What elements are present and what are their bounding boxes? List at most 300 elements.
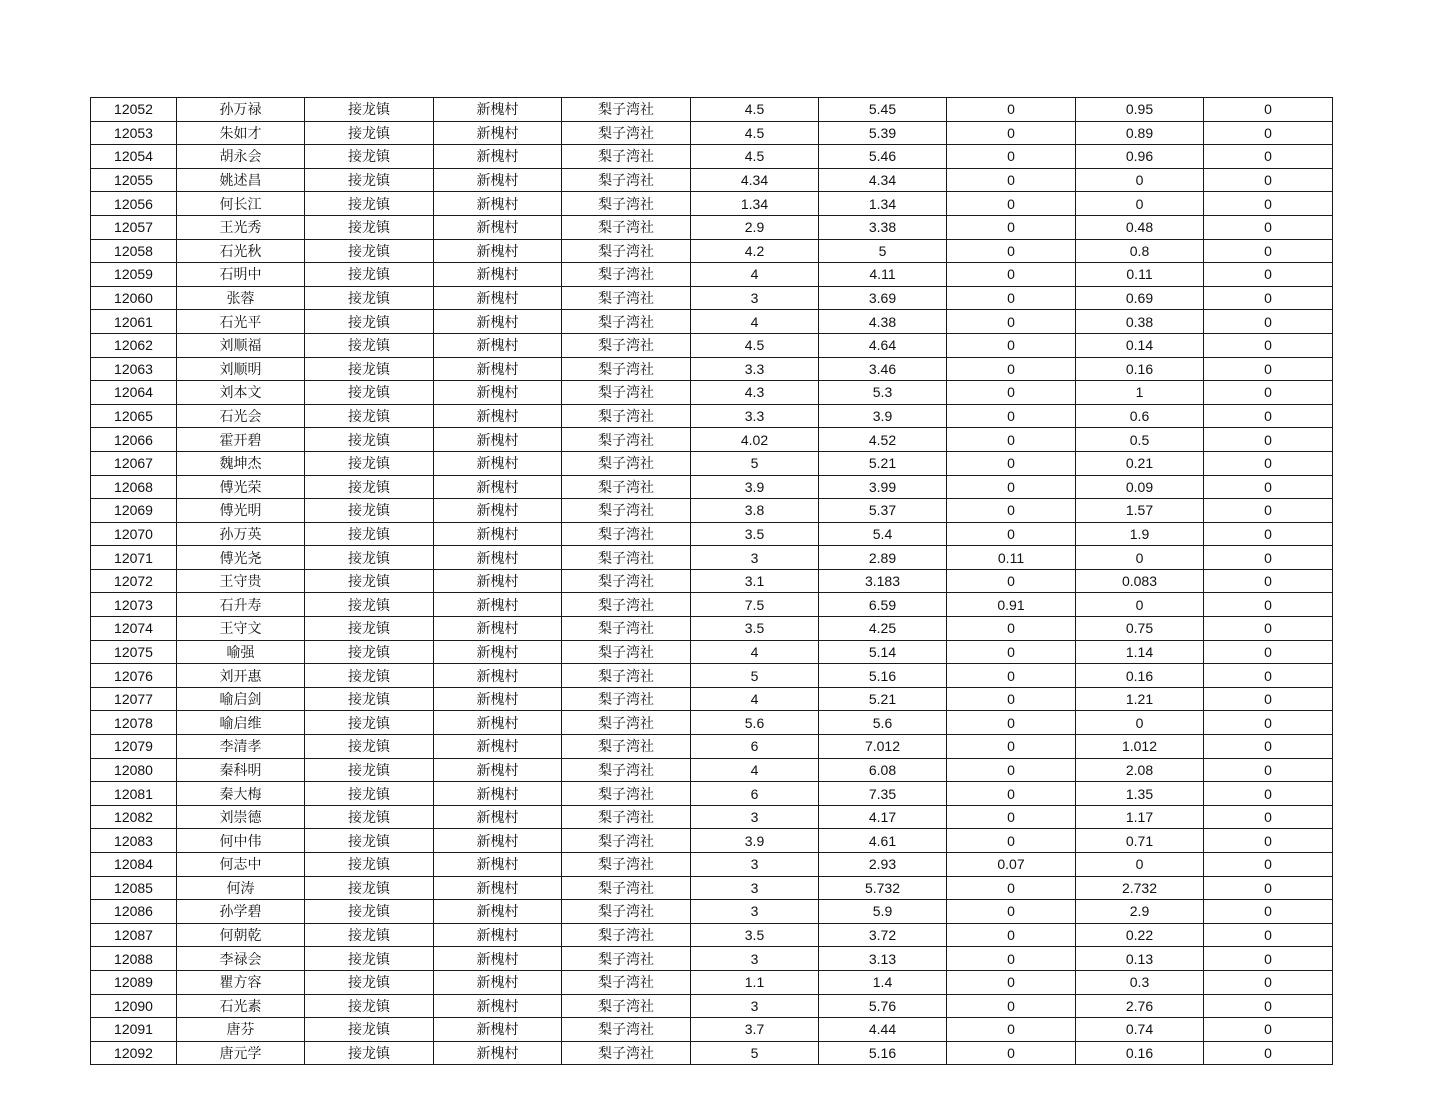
value-a-cell: 3.5 [691,923,819,947]
value-a-cell: 3 [691,876,819,900]
table-row [91,310,1333,334]
table-row [91,947,1333,971]
table-row [91,735,1333,759]
table-row [91,923,1333,947]
value-c-cell: 0 [947,263,1076,287]
value-e-cell: 0 [1204,451,1333,475]
name-cell: 霍开碧 [177,428,305,452]
value-b-cell: 4.52 [819,428,947,452]
value-b-cell: 2.93 [819,853,947,877]
value-d-cell: 0 [1076,192,1204,216]
village-cell: 新槐村 [434,357,562,381]
table-row [91,239,1333,263]
value-b-cell: 3.38 [819,215,947,239]
town-cell: 接龙镇 [305,735,434,759]
value-e-cell: 0 [1204,994,1333,1018]
value-e-cell: 0 [1204,310,1333,334]
group-cell: 梨子湾社 [562,215,691,239]
value-d-cell: 1.9 [1076,522,1204,546]
value-e-cell: 0 [1204,1041,1333,1065]
value-c-cell: 0 [947,192,1076,216]
value-b-cell: 7.35 [819,782,947,806]
value-a-cell: 4 [691,640,819,664]
value-a-cell: 4.5 [691,333,819,357]
town-cell: 接龙镇 [305,923,434,947]
village-cell: 新槐村 [434,310,562,334]
value-e-cell: 0 [1204,263,1333,287]
table-row [91,900,1333,924]
table-row [91,404,1333,428]
row-id-cell: 12072 [91,569,177,593]
value-b-cell: 5.16 [819,664,947,688]
town-cell: 接龙镇 [305,1041,434,1065]
group-cell: 梨子湾社 [562,923,691,947]
group-cell: 梨子湾社 [562,381,691,405]
town-cell: 接龙镇 [305,333,434,357]
row-id-cell: 12068 [91,475,177,499]
group-cell: 梨子湾社 [562,782,691,806]
value-c-cell: 0.11 [947,546,1076,570]
value-d-cell: 0.71 [1076,829,1204,853]
value-e-cell: 0 [1204,286,1333,310]
village-cell: 新槐村 [434,1018,562,1042]
name-cell: 唐芬 [177,1018,305,1042]
table-row [91,546,1333,570]
value-d-cell: 2.732 [1076,876,1204,900]
data-table [90,97,1333,1065]
value-b-cell: 7.012 [819,735,947,759]
value-d-cell: 0.083 [1076,569,1204,593]
town-cell: 接龙镇 [305,687,434,711]
value-c-cell: 0 [947,640,1076,664]
table-row [91,970,1333,994]
value-a-cell: 2.9 [691,215,819,239]
row-id-cell: 12063 [91,357,177,381]
value-d-cell: 0.5 [1076,428,1204,452]
row-id-cell: 12061 [91,310,177,334]
name-cell: 姚述昌 [177,168,305,192]
village-cell: 新槐村 [434,121,562,145]
group-cell: 梨子湾社 [562,333,691,357]
town-cell: 接龙镇 [305,475,434,499]
value-b-cell: 3.9 [819,404,947,428]
value-d-cell: 0.13 [1076,947,1204,971]
value-d-cell: 1.17 [1076,805,1204,829]
value-a-cell: 3 [691,546,819,570]
name-cell: 孙万英 [177,522,305,546]
village-cell: 新槐村 [434,829,562,853]
value-e-cell: 0 [1204,876,1333,900]
value-d-cell: 1.21 [1076,687,1204,711]
value-e-cell: 0 [1204,617,1333,641]
value-b-cell: 5.37 [819,499,947,523]
row-id-cell: 12069 [91,499,177,523]
value-c-cell: 0 [947,475,1076,499]
value-c-cell: 0 [947,711,1076,735]
table-row [91,192,1333,216]
group-cell: 梨子湾社 [562,404,691,428]
value-e-cell: 0 [1204,98,1333,122]
value-a-cell: 3.9 [691,829,819,853]
village-cell: 新槐村 [434,617,562,641]
row-id-cell: 12070 [91,522,177,546]
row-id-cell: 12052 [91,98,177,122]
value-d-cell: 2.08 [1076,758,1204,782]
value-a-cell: 3.5 [691,617,819,641]
value-a-cell: 3 [691,286,819,310]
row-id-cell: 12058 [91,239,177,263]
name-cell: 何志中 [177,853,305,877]
table-row [91,98,1333,122]
group-cell: 梨子湾社 [562,640,691,664]
name-cell: 秦大梅 [177,782,305,806]
town-cell: 接龙镇 [305,640,434,664]
table-row [91,829,1333,853]
village-cell: 新槐村 [434,1041,562,1065]
name-cell: 张蓉 [177,286,305,310]
town-cell: 接龙镇 [305,593,434,617]
table-row [91,782,1333,806]
value-b-cell: 5 [819,239,947,263]
village-cell: 新槐村 [434,640,562,664]
value-b-cell: 2.89 [819,546,947,570]
value-b-cell: 4.44 [819,1018,947,1042]
name-cell: 傅光明 [177,499,305,523]
village-cell: 新槐村 [434,758,562,782]
village-cell: 新槐村 [434,404,562,428]
village-cell: 新槐村 [434,876,562,900]
value-c-cell: 0 [947,121,1076,145]
value-d-cell: 0.96 [1076,145,1204,169]
name-cell: 石光秋 [177,239,305,263]
row-id-cell: 12083 [91,829,177,853]
village-cell: 新槐村 [434,546,562,570]
name-cell: 刘顺福 [177,333,305,357]
name-cell: 胡永会 [177,145,305,169]
value-e-cell: 0 [1204,546,1333,570]
town-cell: 接龙镇 [305,782,434,806]
value-d-cell: 0.75 [1076,617,1204,641]
row-id-cell: 12074 [91,617,177,641]
town-cell: 接龙镇 [305,900,434,924]
value-e-cell: 0 [1204,569,1333,593]
name-cell: 魏坤杰 [177,451,305,475]
value-a-cell: 4.5 [691,145,819,169]
name-cell: 何长江 [177,192,305,216]
village-cell: 新槐村 [434,168,562,192]
village-cell: 新槐村 [434,451,562,475]
value-b-cell: 4.11 [819,263,947,287]
value-e-cell: 0 [1204,475,1333,499]
table-row [91,333,1333,357]
village-cell: 新槐村 [434,145,562,169]
table-row [91,569,1333,593]
value-c-cell: 0 [947,900,1076,924]
village-cell: 新槐村 [434,805,562,829]
town-cell: 接龙镇 [305,286,434,310]
village-cell: 新槐村 [434,192,562,216]
row-id-cell: 12091 [91,1018,177,1042]
group-cell: 梨子湾社 [562,829,691,853]
group-cell: 梨子湾社 [562,475,691,499]
value-a-cell: 3.8 [691,499,819,523]
value-a-cell: 1.34 [691,192,819,216]
row-id-cell: 12089 [91,970,177,994]
row-id-cell: 12054 [91,145,177,169]
table-row [91,617,1333,641]
group-cell: 梨子湾社 [562,98,691,122]
value-b-cell: 6.08 [819,758,947,782]
value-c-cell: 0 [947,145,1076,169]
value-b-cell: 5.9 [819,900,947,924]
name-cell: 何朝乾 [177,923,305,947]
table-row [91,357,1333,381]
name-cell: 王守贵 [177,569,305,593]
value-c-cell: 0 [947,758,1076,782]
value-d-cell: 1.57 [1076,499,1204,523]
table-row [91,711,1333,735]
value-a-cell: 3 [691,853,819,877]
value-a-cell: 3 [691,805,819,829]
name-cell: 何涛 [177,876,305,900]
table-row [91,475,1333,499]
value-c-cell: 0 [947,1018,1076,1042]
table-row [91,145,1333,169]
value-b-cell: 5.732 [819,876,947,900]
table-row [91,286,1333,310]
value-b-cell: 3.99 [819,475,947,499]
village-cell: 新槐村 [434,593,562,617]
group-cell: 梨子湾社 [562,711,691,735]
table-row [91,853,1333,877]
value-e-cell: 0 [1204,428,1333,452]
group-cell: 梨子湾社 [562,994,691,1018]
row-id-cell: 12092 [91,1041,177,1065]
village-cell: 新槐村 [434,711,562,735]
value-c-cell: 0 [947,617,1076,641]
name-cell: 喻启剑 [177,687,305,711]
value-b-cell: 3.69 [819,286,947,310]
town-cell: 接龙镇 [305,805,434,829]
value-c-cell: 0 [947,994,1076,1018]
value-d-cell: 2.9 [1076,900,1204,924]
value-b-cell: 4.17 [819,805,947,829]
value-b-cell: 5.21 [819,451,947,475]
value-a-cell: 5 [691,1041,819,1065]
value-b-cell: 5.46 [819,145,947,169]
value-b-cell: 6.59 [819,593,947,617]
name-cell: 喻强 [177,640,305,664]
value-b-cell: 4.64 [819,333,947,357]
value-a-cell: 3 [691,947,819,971]
value-e-cell: 0 [1204,923,1333,947]
group-cell: 梨子湾社 [562,168,691,192]
village-cell: 新槐村 [434,522,562,546]
village-cell: 新槐村 [434,923,562,947]
town-cell: 接龙镇 [305,310,434,334]
group-cell: 梨子湾社 [562,286,691,310]
value-c-cell: 0 [947,215,1076,239]
group-cell: 梨子湾社 [562,451,691,475]
group-cell: 梨子湾社 [562,853,691,877]
town-cell: 接龙镇 [305,994,434,1018]
value-b-cell: 4.25 [819,617,947,641]
value-d-cell: 0.38 [1076,310,1204,334]
value-a-cell: 3.3 [691,357,819,381]
group-cell: 梨子湾社 [562,357,691,381]
group-cell: 梨子湾社 [562,428,691,452]
name-cell: 喻启维 [177,711,305,735]
group-cell: 梨子湾社 [562,239,691,263]
village-cell: 新槐村 [434,428,562,452]
group-cell: 梨子湾社 [562,687,691,711]
town-cell: 接龙镇 [305,829,434,853]
value-d-cell: 0.16 [1076,1041,1204,1065]
value-b-cell: 5.21 [819,687,947,711]
value-a-cell: 3.9 [691,475,819,499]
village-cell: 新槐村 [434,900,562,924]
value-c-cell: 0 [947,829,1076,853]
value-a-cell: 4.02 [691,428,819,452]
value-d-cell: 0 [1076,853,1204,877]
town-cell: 接龙镇 [305,499,434,523]
group-cell: 梨子湾社 [562,569,691,593]
village-cell: 新槐村 [434,947,562,971]
row-id-cell: 12082 [91,805,177,829]
town-cell: 接龙镇 [305,546,434,570]
value-d-cell: 1 [1076,381,1204,405]
value-e-cell: 0 [1204,499,1333,523]
town-cell: 接龙镇 [305,404,434,428]
table-row [91,687,1333,711]
value-a-cell: 4.5 [691,121,819,145]
name-cell: 石明中 [177,263,305,287]
value-e-cell: 0 [1204,239,1333,263]
value-e-cell: 0 [1204,829,1333,853]
value-c-cell: 0 [947,333,1076,357]
village-cell: 新槐村 [434,970,562,994]
value-b-cell: 5.45 [819,98,947,122]
value-a-cell: 4 [691,758,819,782]
value-a-cell: 4 [691,687,819,711]
village-cell: 新槐村 [434,475,562,499]
group-cell: 梨子湾社 [562,805,691,829]
table-row [91,758,1333,782]
row-id-cell: 12062 [91,333,177,357]
value-e-cell: 0 [1204,900,1333,924]
value-b-cell: 3.13 [819,947,947,971]
value-d-cell: 0 [1076,593,1204,617]
row-id-cell: 12088 [91,947,177,971]
value-c-cell: 0.07 [947,853,1076,877]
row-id-cell: 12075 [91,640,177,664]
group-cell: 梨子湾社 [562,947,691,971]
value-d-cell: 0.48 [1076,215,1204,239]
value-b-cell: 3.72 [819,923,947,947]
table-row [91,168,1333,192]
group-cell: 梨子湾社 [562,900,691,924]
value-c-cell: 0 [947,923,1076,947]
group-cell: 梨子湾社 [562,1041,691,1065]
village-cell: 新槐村 [434,853,562,877]
name-cell: 王光秀 [177,215,305,239]
value-e-cell: 0 [1204,687,1333,711]
value-d-cell: 0.6 [1076,404,1204,428]
row-id-cell: 12080 [91,758,177,782]
row-id-cell: 12057 [91,215,177,239]
value-c-cell: 0 [947,428,1076,452]
group-cell: 梨子湾社 [562,121,691,145]
value-d-cell: 0.22 [1076,923,1204,947]
group-cell: 梨子湾社 [562,1018,691,1042]
village-cell: 新槐村 [434,381,562,405]
value-c-cell: 0 [947,310,1076,334]
value-a-cell: 4.5 [691,98,819,122]
value-e-cell: 0 [1204,168,1333,192]
name-cell: 石光会 [177,404,305,428]
value-a-cell: 3.7 [691,1018,819,1042]
table-row [91,1018,1333,1042]
value-c-cell: 0 [947,357,1076,381]
value-e-cell: 0 [1204,805,1333,829]
village-cell: 新槐村 [434,664,562,688]
table-row [91,994,1333,1018]
row-id-cell: 12087 [91,923,177,947]
name-cell: 李清孝 [177,735,305,759]
value-a-cell: 4.34 [691,168,819,192]
table-row [91,640,1333,664]
group-cell: 梨子湾社 [562,310,691,334]
group-cell: 梨子湾社 [562,664,691,688]
value-c-cell: 0 [947,381,1076,405]
value-a-cell: 4 [691,310,819,334]
row-id-cell: 12090 [91,994,177,1018]
group-cell: 梨子湾社 [562,522,691,546]
village-cell: 新槐村 [434,994,562,1018]
row-id-cell: 12067 [91,451,177,475]
value-c-cell: 0 [947,286,1076,310]
value-a-cell: 1.1 [691,970,819,994]
value-c-cell: 0 [947,947,1076,971]
table-row [91,381,1333,405]
group-cell: 梨子湾社 [562,970,691,994]
value-e-cell: 0 [1204,215,1333,239]
value-c-cell: 0 [947,805,1076,829]
row-id-cell: 12077 [91,687,177,711]
town-cell: 接龙镇 [305,451,434,475]
value-d-cell: 0 [1076,711,1204,735]
value-d-cell: 1.35 [1076,782,1204,806]
value-b-cell: 4.38 [819,310,947,334]
value-c-cell: 0 [947,970,1076,994]
name-cell: 石升寿 [177,593,305,617]
value-b-cell: 5.39 [819,121,947,145]
row-id-cell: 12079 [91,735,177,759]
value-a-cell: 3 [691,994,819,1018]
row-id-cell: 12059 [91,263,177,287]
group-cell: 梨子湾社 [562,145,691,169]
group-cell: 梨子湾社 [562,617,691,641]
name-cell: 刘崇德 [177,805,305,829]
row-id-cell: 12064 [91,381,177,405]
town-cell: 接龙镇 [305,428,434,452]
value-a-cell: 3 [691,900,819,924]
value-d-cell: 0.89 [1076,121,1204,145]
town-cell: 接龙镇 [305,947,434,971]
name-cell: 朱如才 [177,121,305,145]
value-e-cell: 0 [1204,404,1333,428]
value-e-cell: 0 [1204,711,1333,735]
